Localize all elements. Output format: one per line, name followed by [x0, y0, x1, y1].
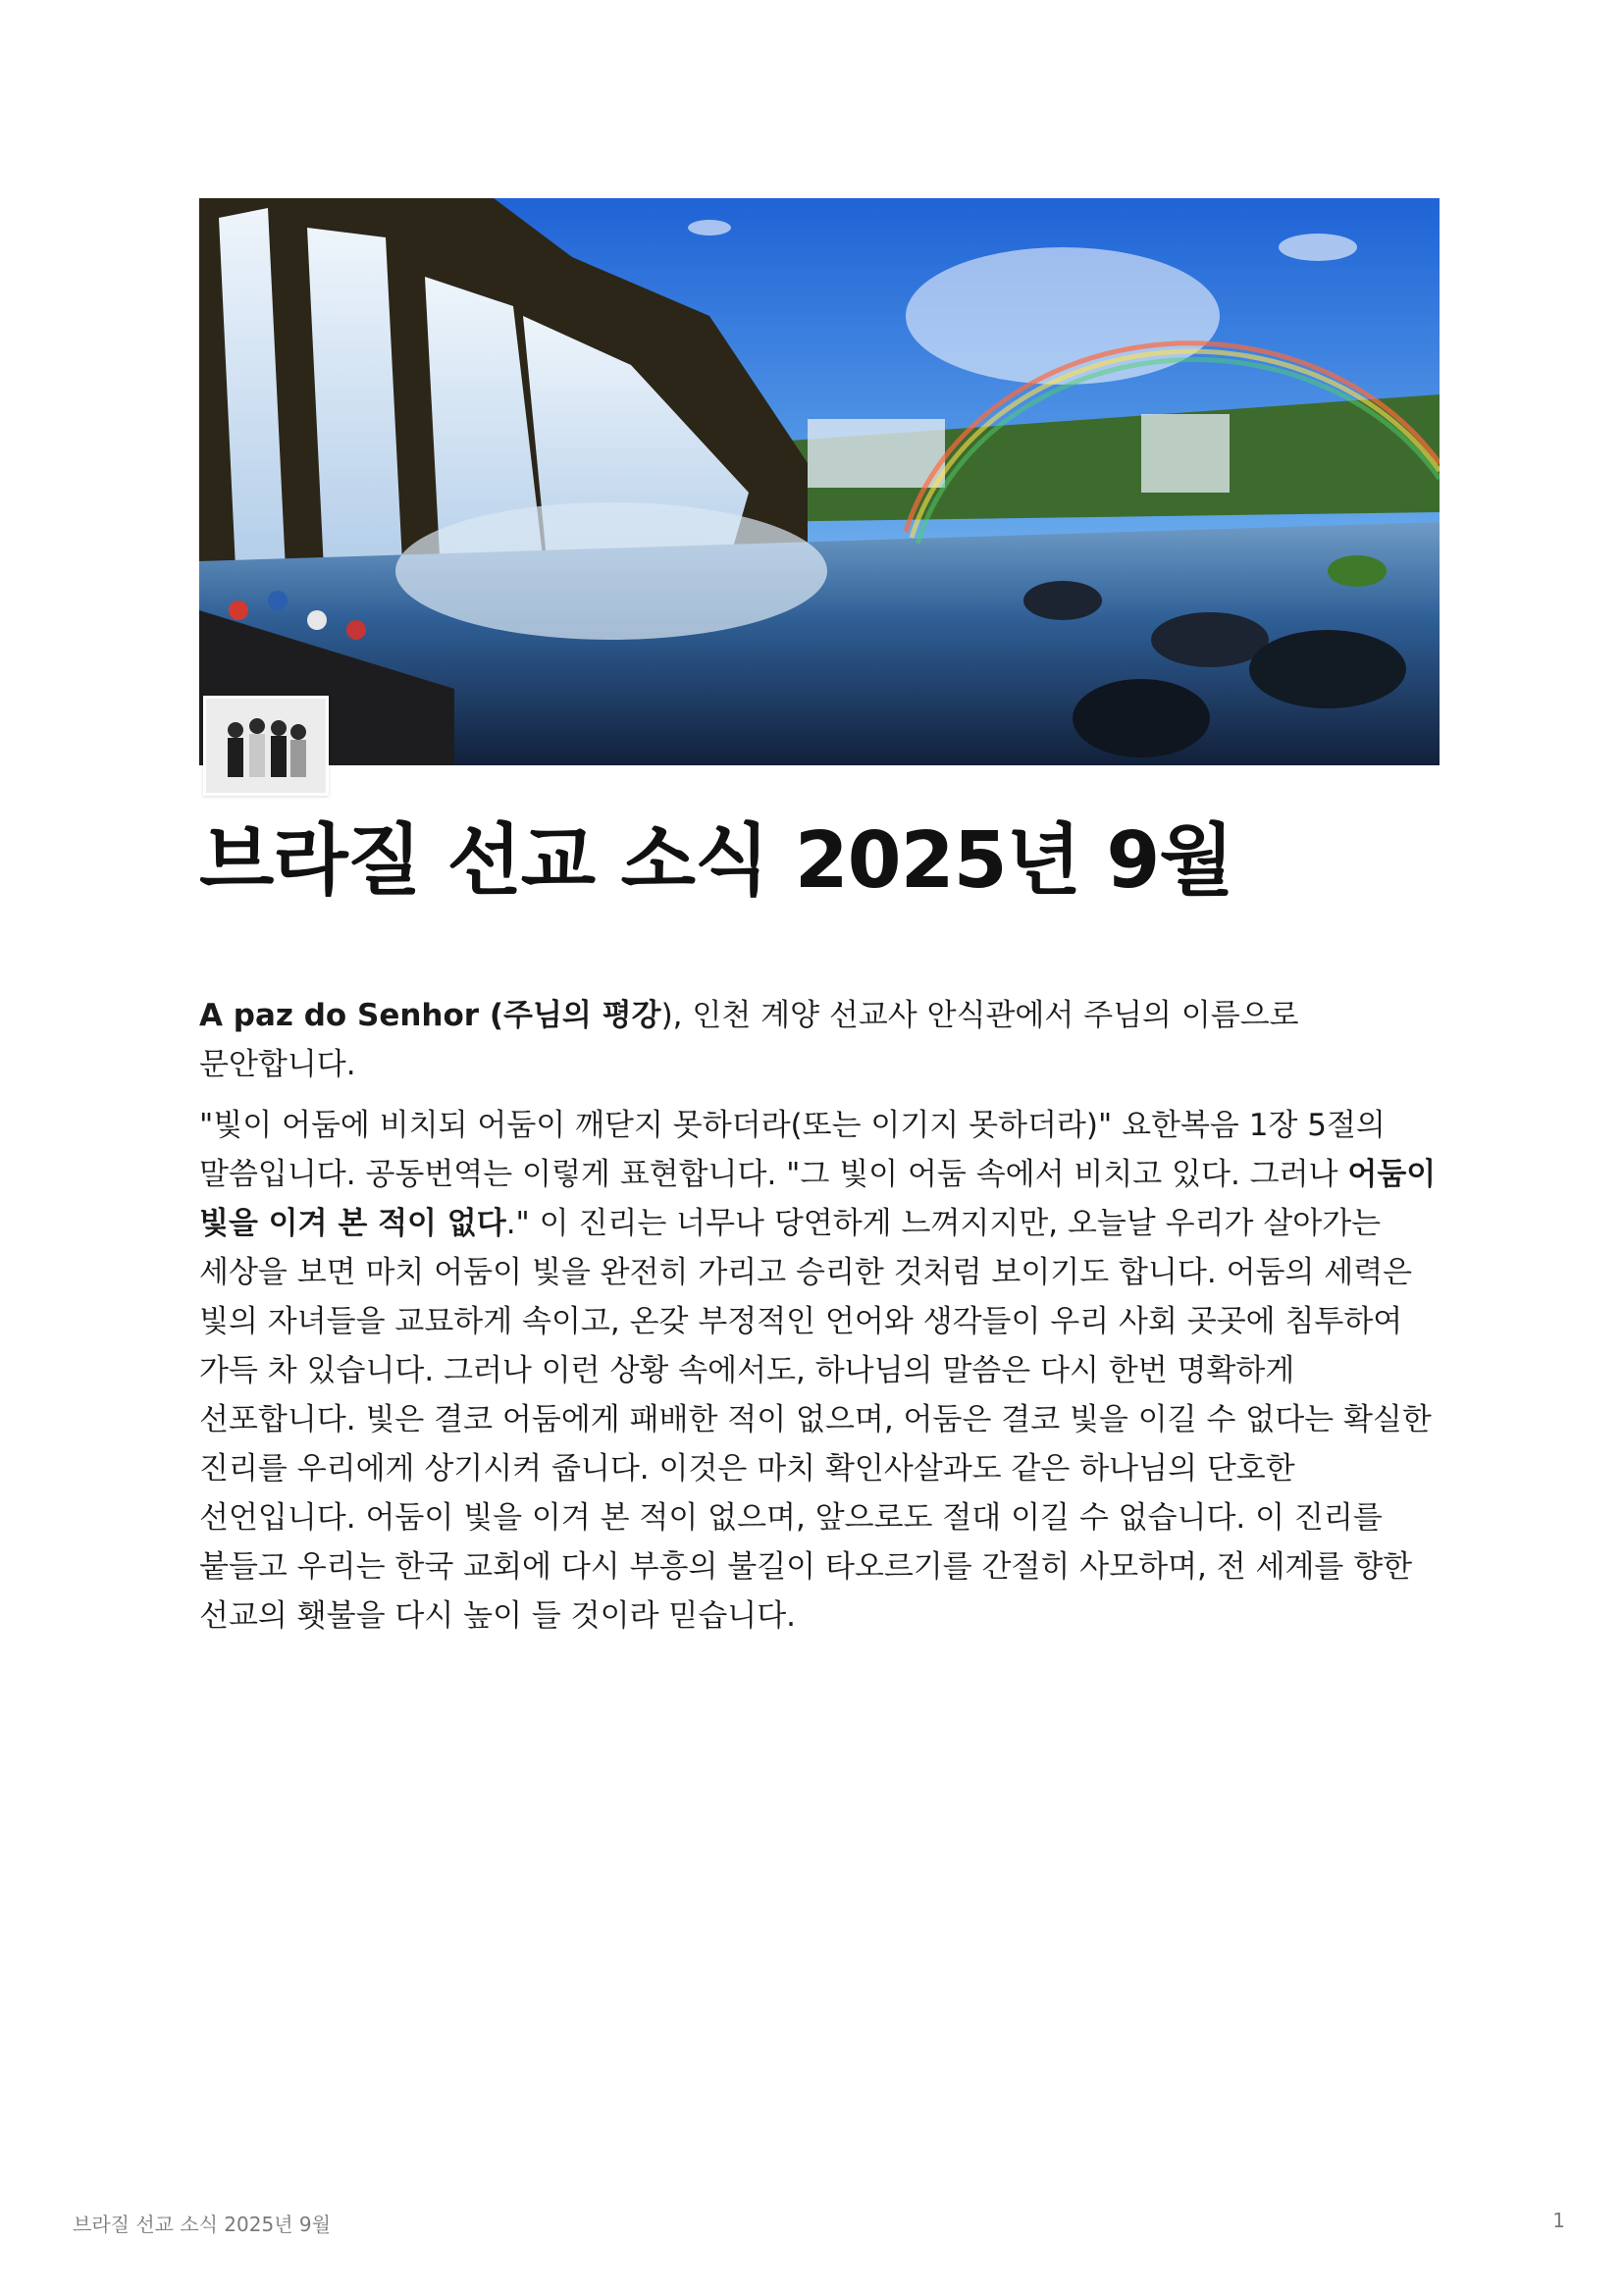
- message-bold: 어둠이 빛을 이겨 본 적이 없다: [199, 1157, 1437, 1241]
- greeting-bold: A paz do Senhor (주님의 평강: [199, 998, 661, 1033]
- body-content: [199, 991, 1440, 1652]
- group-photo-avatar: [206, 699, 326, 793]
- waterfall-rainbow-photo: [199, 198, 1440, 765]
- greeting-paragraph: [199, 991, 1440, 1089]
- message-paragraph: [199, 1101, 1440, 1641]
- message-text-1: "빛이 어둠에 비치되 어둠이 깨닫지 못하더라(또는 이기지 못하더라)" 요한복음 1장 5절의 말씀입니다. 공동번역는 이렇게 표현합니다. "그 빛이 어둠 속에서 비치고 있다. 그러나: [199, 1108, 1386, 1192]
- message-text-2: ." 이 진리는 너무나 당연하게 느껴지지만, 오늘날 우리가 살아가는 세상을 보면 마치 어둠이 빛을 완전히 가리고 승리한 것처럼 보이기도 합니다. 어둠의 세력은 빛의 자녀들을 교묘하게 속이고, 온갖 부정적인 언어와 생각들이 우리 사회 곳곳에 침투하여 가득 차 있습니다. 그러나 이런 상황 속에서도, 하나님의 말씀은 다시 한번 명확하게 선포합니다. 빛은 결코 어둠에게 패배한 적이 없으며, 어둠은 결코 빛을 이길 수 없다는 확실한 진리를 우리에게 상기시켜 줍니다. 이것은 마치 확인사살과도 같은 하나님의 단호한 선언입니다. 어둠이 빛을 이겨 본 적이 없으며, 앞으로도 절대 이길 수 없습니다. 이 진리를 붙들고 우리는 한국 교회에 다시 부흥의 불길이 타오르기를 간절히 사모하며, 전 세계를 향한 선교의 횃불을 다시 높이 들 것이라 믿습니다.: [199, 1206, 1432, 1634]
- footer-title: 브라질 선교 소식 2025년 9월: [73, 2213, 331, 2236]
- page-number: 1: [1552, 2209, 1565, 2232]
- avatar: [203, 696, 329, 796]
- page-title: 브라질 선교 소식 2025년 9월: [199, 815, 1233, 906]
- greeting-text: ), 인천 계양 선교사 안식관에서 주님의 이름으로 문안합니다.: [199, 998, 1299, 1082]
- cover-image: [199, 198, 1440, 765]
